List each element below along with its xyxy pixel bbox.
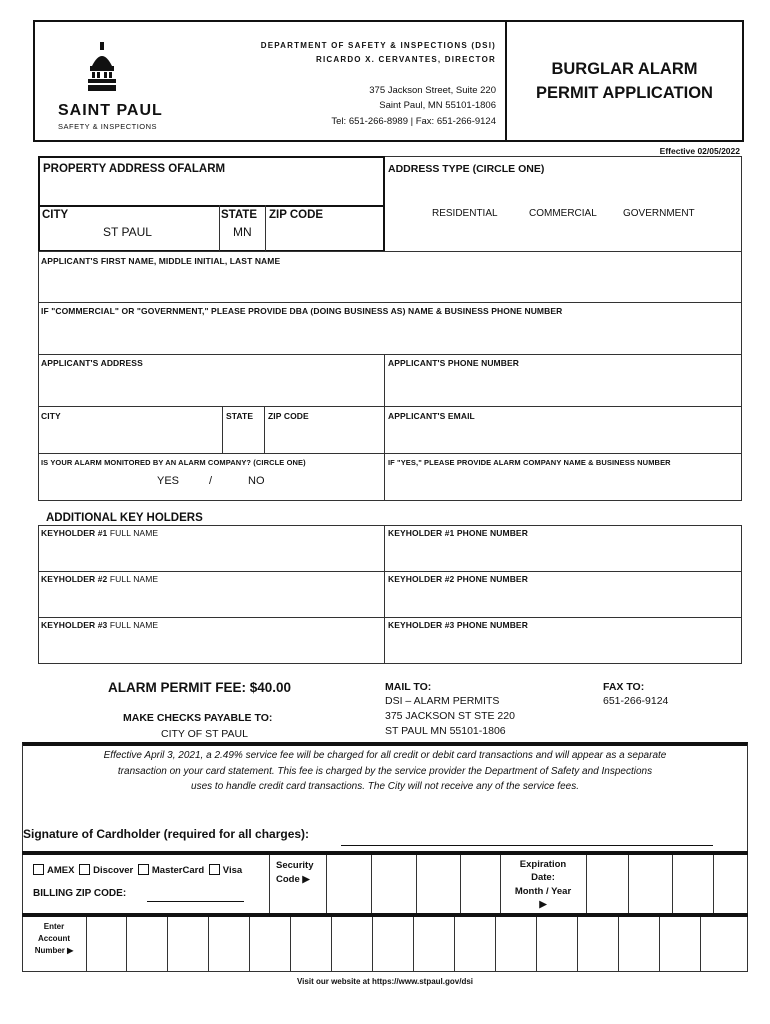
divider <box>413 917 414 972</box>
billing-zip-field[interactable] <box>147 901 244 902</box>
divider <box>265 205 266 252</box>
keyholder-3-phone-label: KEYHOLDER #3 PHONE NUMBER <box>388 620 528 630</box>
amex-checkbox[interactable]: AMEX <box>33 865 74 876</box>
keyholder-1-phone-label: KEYHOLDER #1 PHONE NUMBER <box>388 528 528 538</box>
divider <box>269 855 270 913</box>
divider <box>38 205 385 207</box>
dept-address-2: Saint Paul, MN 55101-1806 <box>379 100 496 111</box>
keyholders-heading: ADDITIONAL KEY HOLDERS <box>46 512 203 524</box>
expiration-label-1: Expiration <box>519 859 567 870</box>
payable-label: MAKE CHECKS PAYABLE TO: <box>123 712 273 724</box>
property-city-label: CITY <box>42 209 69 221</box>
brand-name: SAINT PAUL <box>58 102 163 119</box>
mail-to-label: MAIL TO: <box>385 681 432 693</box>
billing-zip-label: BILLING ZIP CODE: <box>33 888 127 899</box>
monitored-yes[interactable]: YES <box>157 475 180 487</box>
signature-line[interactable] <box>341 845 713 846</box>
permit-fee: ALARM PERMIT FEE: $40.00 <box>108 680 292 695</box>
divider <box>628 855 629 913</box>
mail-to-line-2: 375 JACKSON ST STE 220 <box>385 710 515 722</box>
divider <box>700 917 701 972</box>
account-number-label-1: Enter <box>43 922 65 931</box>
keyholders-table <box>38 525 742 664</box>
property-state-label: STATE <box>221 209 257 221</box>
divider <box>416 855 417 913</box>
applicant-zip-label: ZIP CODE <box>268 411 309 421</box>
address-type-government[interactable]: GOVERNMENT <box>623 208 695 219</box>
effective-date: Effective 02/05/2022 <box>659 146 740 156</box>
divider <box>384 525 385 664</box>
visa-checkbox[interactable]: Visa <box>209 865 242 876</box>
keyholder-2-name-label: KEYHOLDER #2 FULL NAME <box>41 574 159 584</box>
discover-checkbox[interactable]: Discover <box>79 865 133 876</box>
mail-to-line-3: ST PAUL MN 55101-1806 <box>385 725 506 737</box>
security-code-label-2: Code ▶ <box>276 874 310 885</box>
dept-address-1: 375 Jackson Street, Suite 220 <box>369 85 496 96</box>
divider <box>586 855 587 913</box>
fax-to-value: 651-266-9124 <box>603 695 669 707</box>
property-city-value[interactable]: ST PAUL <box>103 225 152 239</box>
divider <box>38 354 742 355</box>
divider <box>372 917 373 972</box>
property-address-label: PROPERTY ADDRESS OFALARM <box>43 163 226 175</box>
divider <box>38 251 742 252</box>
property-zip-label: ZIP CODE <box>269 209 324 221</box>
divider <box>454 917 455 972</box>
applicant-name-label: APPLICANT'S FIRST NAME, MIDDLE INITIAL, LAST NAME <box>41 256 281 266</box>
divider <box>460 855 461 913</box>
divider <box>672 855 673 913</box>
payable-value: CITY OF ST PAUL <box>161 728 248 740</box>
divider <box>713 855 714 913</box>
property-state-value[interactable]: MN <box>233 225 252 239</box>
divider <box>38 302 742 303</box>
divider <box>659 917 660 972</box>
security-code-label-1: Security <box>276 860 314 871</box>
capitol-logo-icon <box>86 42 118 99</box>
divider <box>222 406 223 453</box>
account-number-label-2: Account <box>38 934 70 943</box>
brand-subtitle: SAFETY & INSPECTIONS <box>58 122 158 131</box>
card-type-options <box>33 864 242 876</box>
divider <box>38 406 742 407</box>
applicant-state-label: STATE <box>226 411 254 421</box>
divider <box>38 453 742 454</box>
account-number-label-3: Number ▶ <box>34 946 74 955</box>
divider <box>22 851 748 855</box>
divider <box>384 354 385 501</box>
monitored-slash: / <box>209 475 213 487</box>
monitored-no[interactable]: NO <box>248 475 265 487</box>
monitored-label: IS YOUR ALARM MONITORED BY AN ALARM COMPANY? (CIRCLE ONE) <box>41 458 306 467</box>
divider <box>371 855 372 913</box>
address-type-residential[interactable]: RESIDENTIAL <box>432 208 498 219</box>
applicant-email-label: APPLICANT'S EMAIL <box>388 411 475 421</box>
website-footer[interactable]: Visit our website at https://www.stpaul.gov/dsi <box>296 977 474 986</box>
expiration-arrow-icon: ▶ <box>539 899 547 910</box>
divider <box>126 917 127 972</box>
dba-label: IF "COMMERCIAL" OR "GOVERNMENT," PLEASE PROVIDE DBA (DOING BUSINESS AS) NAME & BUSINESS PHONE NUMBER <box>41 306 563 316</box>
service-fee-notice-2: transaction on your card statement. This fee is charged by the service provider the Department of Safety and Inspections <box>117 766 653 777</box>
signature-label: Signature of Cardholder (required for all charges): <box>23 827 310 841</box>
address-type-commercial[interactable]: COMMERCIAL <box>529 208 597 219</box>
applicant-city-label: CITY <box>41 411 61 421</box>
expiration-label-3: Month / Year <box>514 886 572 897</box>
service-fee-notice-1: Effective April 3, 2021, a 2.49% service fee will be charged for all credit or debit card transactions and will appear as a separate <box>103 750 667 761</box>
applicant-phone-label: APPLICANT'S PHONE NUMBER <box>388 358 519 368</box>
dept-line-1: DEPARTMENT OF SAFETY & INSPECTIONS (DSI) <box>260 41 496 50</box>
divider <box>264 406 265 453</box>
form-title-line-1: BURGLAR ALARM <box>551 60 698 78</box>
divider <box>577 917 578 972</box>
address-type-label: ADDRESS TYPE (CIRCLE ONE) <box>388 163 545 175</box>
divider <box>38 571 742 572</box>
dept-line-2: RICARDO X. CERVANTES, DIRECTOR <box>315 55 496 64</box>
expiration-label-2: Date: <box>531 872 555 883</box>
applicant-address-label: APPLICANT'S ADDRESS <box>41 358 143 368</box>
divider <box>331 917 332 972</box>
divider <box>618 917 619 972</box>
keyholder-1-name-label: KEYHOLDER #1 FULL NAME <box>41 528 159 538</box>
divider <box>249 917 250 972</box>
divider <box>86 917 87 972</box>
mastercard-checkbox[interactable]: MasterCard <box>138 865 204 876</box>
divider <box>326 855 327 913</box>
dept-phone-fax: Tel: 651-266-8989 | Fax: 651-266-9124 <box>331 116 496 127</box>
alarm-company-label: IF "YES," PLEASE PROVIDE ALARM COMPANY NAME & BUSINESS NUMBER <box>388 458 671 467</box>
divider <box>290 917 291 972</box>
divider <box>22 913 748 917</box>
mail-to-line-1: DSI – ALARM PERMITS <box>385 695 500 707</box>
divider <box>219 205 220 252</box>
fax-to-label: FAX TO: <box>603 681 645 693</box>
divider <box>536 917 537 972</box>
header-divider <box>505 20 507 142</box>
divider <box>495 917 496 972</box>
divider <box>208 917 209 972</box>
keyholder-3-name-label: KEYHOLDER #3 FULL NAME <box>41 620 159 630</box>
form-title-line-2: PERMIT APPLICATION <box>536 84 713 102</box>
divider <box>38 617 742 618</box>
divider <box>167 917 168 972</box>
keyholder-2-phone-label: KEYHOLDER #2 PHONE NUMBER <box>388 574 528 584</box>
service-fee-notice-3: uses to handle credit card transactions. The City will not receive any of the service fees. <box>191 781 579 792</box>
